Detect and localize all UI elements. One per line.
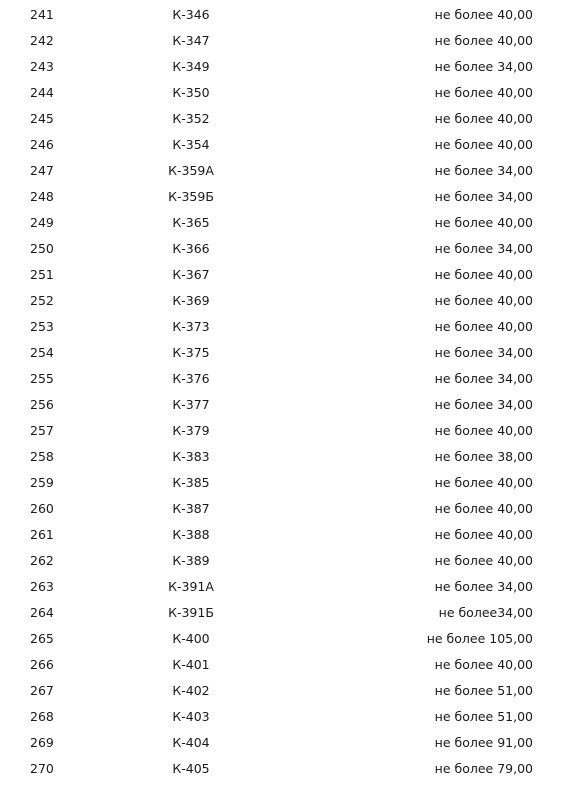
row-code: К-383 (172, 449, 210, 464)
row-limit: не более 40,00 (434, 85, 533, 100)
row-number: 248 (30, 189, 54, 204)
row-number: 247 (30, 163, 54, 178)
row-number: 246 (30, 137, 54, 152)
table-row (0, 262, 582, 288)
table-row (0, 574, 582, 600)
row-code: К-377 (172, 397, 210, 412)
row-limit: не более 105,00 (426, 631, 533, 646)
table-row (0, 418, 582, 444)
row-code: К-376 (172, 371, 210, 386)
row-limit: не более 79,00 (434, 761, 533, 776)
table-row (0, 600, 582, 626)
table-row (0, 730, 582, 756)
row-code: К-347 (172, 33, 210, 48)
table-row (0, 652, 582, 678)
row-limit: не более 40,00 (434, 293, 533, 308)
row-code: К-389 (172, 553, 210, 568)
table-row (0, 522, 582, 548)
row-code: К-366 (172, 241, 210, 256)
row-code: К-352 (172, 111, 210, 126)
table-row (0, 210, 582, 236)
row-number: 270 (30, 761, 54, 776)
row-limit: не более 40,00 (434, 267, 533, 282)
row-limit: не более 91,00 (434, 735, 533, 750)
row-limit: не более 40,00 (434, 137, 533, 152)
row-number: 258 (30, 449, 54, 464)
table-row (0, 54, 582, 80)
row-code: К-403 (172, 709, 210, 724)
table-row (0, 496, 582, 522)
row-number: 250 (30, 241, 54, 256)
row-number: 263 (30, 579, 54, 594)
row-number: 269 (30, 735, 54, 750)
row-limit: не более 51,00 (434, 683, 533, 698)
row-limit: не более 40,00 (434, 215, 533, 230)
row-code: К-405 (172, 761, 210, 776)
row-number: 266 (30, 657, 54, 672)
table-row (0, 106, 582, 132)
row-code: К-375 (172, 345, 210, 360)
table-row (0, 80, 582, 106)
row-limit: не более 40,00 (434, 33, 533, 48)
table-row (0, 704, 582, 730)
row-limit: не более 34,00 (434, 163, 533, 178)
table-row (0, 28, 582, 54)
row-number: 264 (30, 605, 54, 620)
row-number: 268 (30, 709, 54, 724)
row-code: К-401 (172, 657, 210, 672)
row-limit: не более 40,00 (434, 7, 533, 22)
row-limit: не более 34,00 (434, 579, 533, 594)
row-code: К-350 (172, 85, 210, 100)
table-row (0, 444, 582, 470)
row-code: К-359Б (168, 189, 214, 204)
row-number: 259 (30, 475, 54, 490)
row-limit: не более 34,00 (434, 241, 533, 256)
row-code: К-379 (172, 423, 210, 438)
row-limit: не более 34,00 (434, 397, 533, 412)
row-limit: не более34,00 (438, 605, 533, 620)
row-code: К-346 (172, 7, 210, 22)
row-number: 243 (30, 59, 54, 74)
table-row (0, 288, 582, 314)
row-number: 256 (30, 397, 54, 412)
row-number: 261 (30, 527, 54, 542)
row-code: К-365 (172, 215, 210, 230)
row-number: 267 (30, 683, 54, 698)
row-limit: не более 40,00 (434, 423, 533, 438)
row-limit: не более 34,00 (434, 371, 533, 386)
row-limit: не более 34,00 (434, 59, 533, 74)
row-code: К-391А (168, 579, 214, 594)
row-limit: не более 40,00 (434, 501, 533, 516)
row-number: 255 (30, 371, 54, 386)
table-row (0, 366, 582, 392)
row-limit: не более 40,00 (434, 319, 533, 334)
row-code: К-387 (172, 501, 210, 516)
table-row (0, 678, 582, 704)
row-limit: не более 40,00 (434, 553, 533, 568)
table-row (0, 2, 582, 28)
row-limit: не более 34,00 (434, 345, 533, 360)
row-number: 244 (30, 85, 54, 100)
table-row (0, 548, 582, 574)
row-limit: не более 38,00 (434, 449, 533, 464)
row-code: К-404 (172, 735, 210, 750)
row-code: К-402 (172, 683, 210, 698)
row-code: К-388 (172, 527, 210, 542)
table-row (0, 392, 582, 418)
row-number: 257 (30, 423, 54, 438)
table-row (0, 184, 582, 210)
row-code: К-354 (172, 137, 210, 152)
row-number: 260 (30, 501, 54, 516)
row-code: К-391Б (168, 605, 214, 620)
table-row (0, 236, 582, 262)
table-row (0, 314, 582, 340)
row-code: К-385 (172, 475, 210, 490)
row-code: К-367 (172, 267, 210, 282)
row-number: 249 (30, 215, 54, 230)
row-limit: не более 34,00 (434, 189, 533, 204)
row-number: 265 (30, 631, 54, 646)
row-code: К-373 (172, 319, 210, 334)
row-code: К-400 (172, 631, 210, 646)
row-code: К-359А (168, 163, 214, 178)
row-limit: не более 40,00 (434, 475, 533, 490)
row-number: 254 (30, 345, 54, 360)
row-limit: не более 51,00 (434, 709, 533, 724)
table-row (0, 626, 582, 652)
table-row (0, 756, 582, 782)
table-row (0, 132, 582, 158)
table-row (0, 470, 582, 496)
table-row (0, 158, 582, 184)
row-number: 242 (30, 33, 54, 48)
table-row (0, 340, 582, 366)
row-limit: не более 40,00 (434, 657, 533, 672)
row-limit: не более 40,00 (434, 111, 533, 126)
row-number: 252 (30, 293, 54, 308)
row-number: 262 (30, 553, 54, 568)
row-code: К-369 (172, 293, 210, 308)
row-number: 251 (30, 267, 54, 282)
row-number: 245 (30, 111, 54, 126)
row-limit: не более 40,00 (434, 527, 533, 542)
row-number: 253 (30, 319, 54, 334)
row-number: 241 (30, 7, 54, 22)
row-code: К-349 (172, 59, 210, 74)
